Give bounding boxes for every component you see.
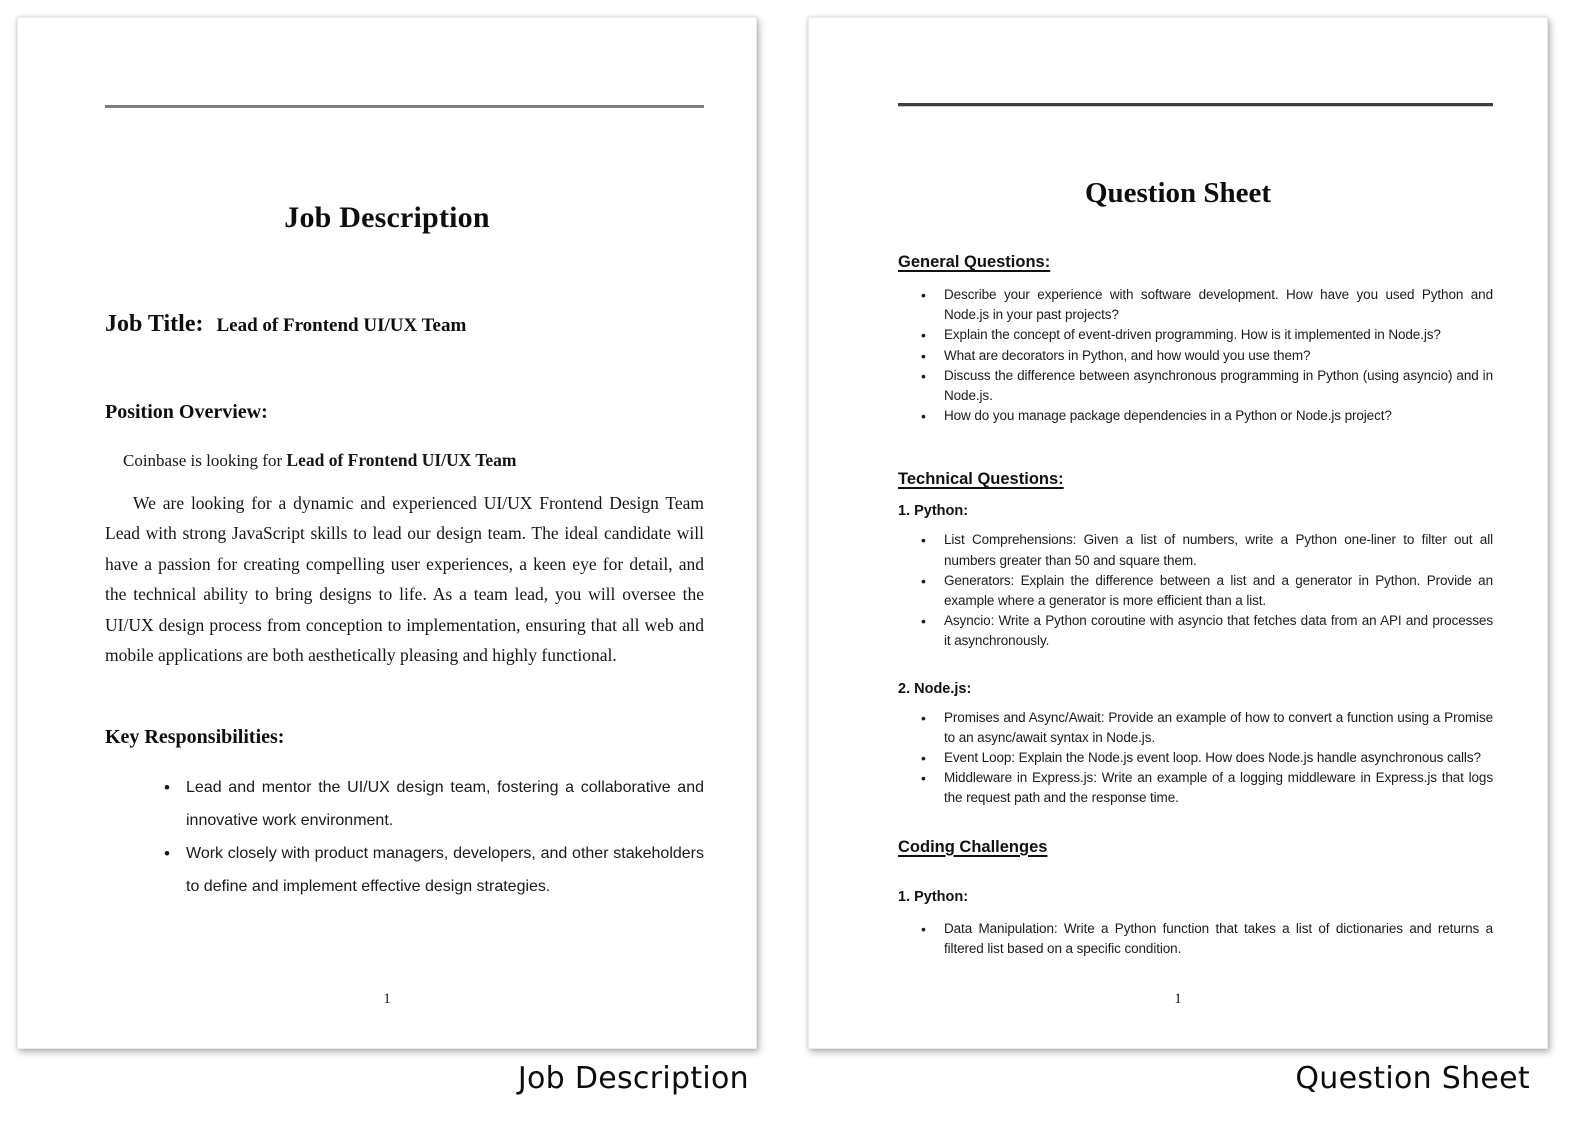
list-item: • Explain the concept of event-driven programming. How is it implemented in Node.js?: [898, 325, 1493, 345]
general-questions-heading: General Questions:: [898, 253, 1051, 271]
intro-line: [105, 447, 704, 474]
document-title: Question Sheet: [1084, 177, 1272, 209]
job-title-label: Job Title:: [105, 311, 204, 337]
list-item: • Asyncio: Write a Python coroutine with asyncio that fetches data from an API and processes it asynchronously.: [898, 611, 1493, 651]
question-sheet-page: [808, 17, 1548, 1049]
coding-python-list: [898, 919, 1493, 959]
list-item: • How do you manage package dependencies in a Python or Node.js project?: [898, 406, 1493, 426]
list-item: • Data Manipulation: Write a Python function that takes a list of dictionaries and returns a filtered list based on a specific condition.: [898, 919, 1493, 959]
top-border-line: [898, 103, 1493, 106]
technical-python-list: [898, 530, 1493, 651]
list-item: • Event Loop: Explain the Node.js event loop. How does Node.js handle asynchronous calls?: [898, 748, 1493, 768]
caption-job-description: Job Description: [517, 1061, 749, 1096]
caption-question-sheet: Question Sheet: [1295, 1061, 1530, 1096]
list-item: • List Comprehensions: Given a list of numbers, write a Python one-liner to filter out all numbers greater than 50 and square them.: [898, 530, 1493, 570]
intro-plain-text: Coinbase is looking for: [123, 451, 283, 470]
responsibilities-list: [105, 771, 704, 903]
technical-python-label: 1. Python:: [898, 503, 969, 520]
technical-nodejs-list: [898, 708, 1493, 809]
job-description-page: [17, 17, 757, 1049]
technical-nodejs-label: 2. Node.js:: [898, 680, 972, 697]
job-title-value: Lead of Frontend UI/UX Team: [216, 315, 467, 336]
page-number: 1: [1174, 991, 1182, 1007]
page-number: 1: [383, 991, 391, 1007]
list-item: • Generators: Explain the difference between a list and a generator in Python. Provide an example where a generator is more efficient than a list.: [898, 571, 1493, 611]
key-responsibilities-heading: Key Responsibilities:: [105, 726, 285, 749]
position-overview-heading: Position Overview:: [105, 401, 268, 423]
top-border-line: [105, 105, 704, 108]
intro-bold-text: Lead of Frontend UI/UX Team: [286, 450, 517, 470]
list-item: • Work closely with product managers, developers, and other stakeholders to define and implement effective design strategies.: [105, 837, 704, 903]
list-item: • Promises and Async/Await: Provide an example of how to convert a function using a Promise to an async/await syntax in Node.js.: [898, 708, 1493, 748]
coding-challenges-heading: Coding Challenges: [898, 837, 1048, 856]
list-item: • What are decorators in Python, and how would you use them?: [898, 346, 1493, 366]
technical-questions-heading: Technical Questions:: [898, 470, 1064, 489]
list-item: • Describe your experience with software development. How have you used Python and Node.js in your past projects?: [898, 285, 1493, 325]
overview-paragraph: We are looking for a dynamic and experienced UI/UX Frontend Design Team Lead with strong JavaScript skills to lead our design team. The ideal candidate will have a passion for creating compelling user experiences, a keen eye for detail, and the technical ability to bring designs to life. As a team lead, you will oversee the UI/UX design process from conception to implementation, ensuring that all web and mobile applications are both aesthetically pleasing and highly functional.: [105, 493, 704, 666]
list-item: • Lead and mentor the UI/UX design team, fostering a collaborative and innovative work environment.: [105, 771, 704, 837]
job-title-row: [105, 308, 704, 343]
coding-python-label: 1. Python:: [898, 888, 969, 905]
general-questions-list: [898, 285, 1493, 426]
list-item: • Middleware in Express.js: Write an example of a logging middleware in Express.js that logs the request path and the response time.: [898, 768, 1493, 808]
document-title: Job Description: [284, 201, 490, 234]
list-item: • Discuss the difference between asynchronous programming in Python (using asyncio) and in Node.js.: [898, 366, 1493, 406]
